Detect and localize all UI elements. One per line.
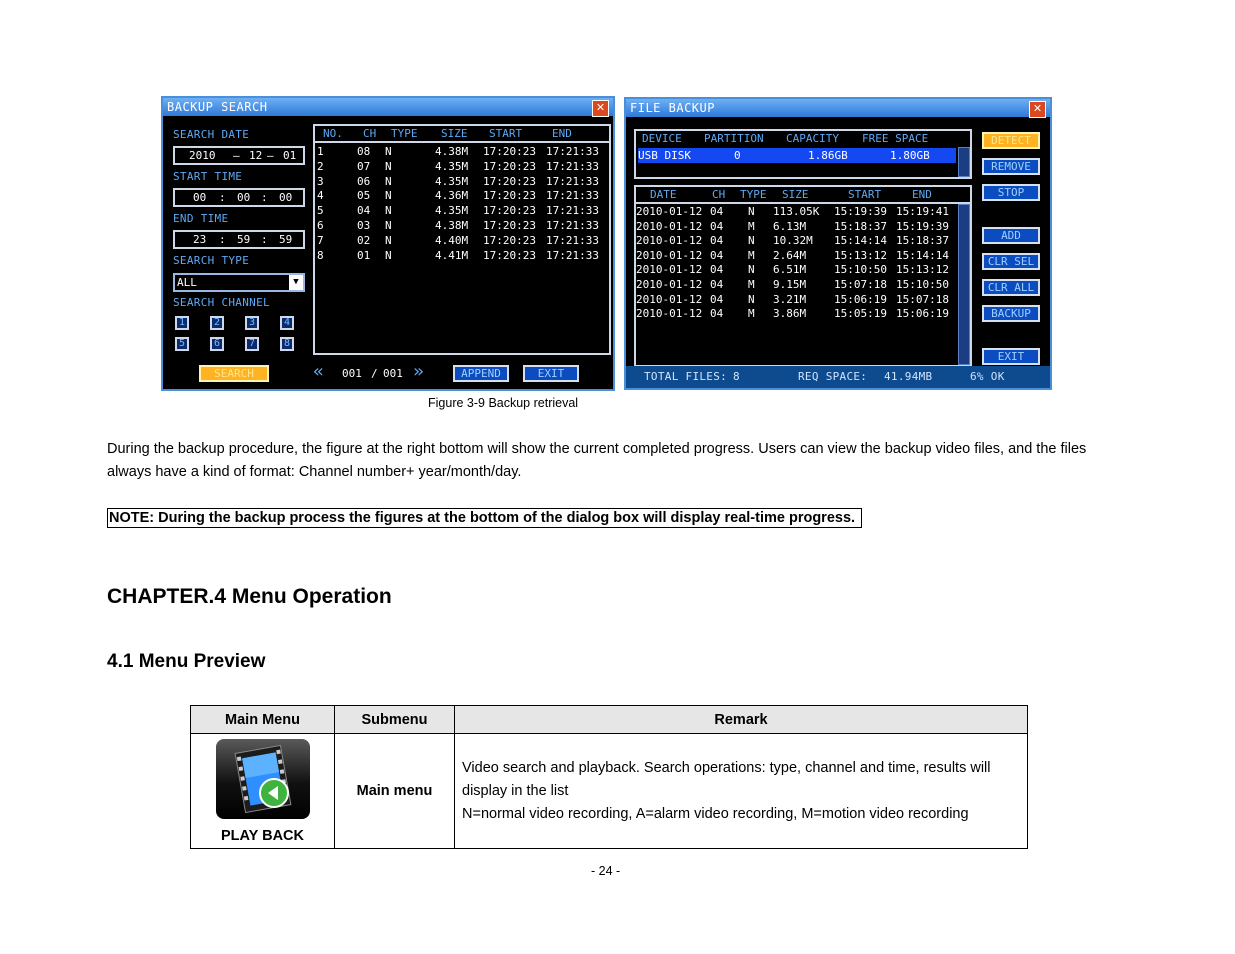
channel-checkbox[interactable]: 2 (210, 316, 224, 330)
table-cell: 04 (357, 204, 371, 218)
column-header: TYPE (740, 188, 767, 201)
remark-line: display in the list (462, 782, 569, 799)
table-cell: 17:20:23 (483, 248, 536, 262)
list-item[interactable] (636, 205, 970, 220)
table-cell: 7 (317, 233, 324, 247)
table-cell: 15:18:37 (834, 219, 887, 233)
remark-line: Video search and playback. Search operations: type, channel and time, results will (462, 759, 991, 776)
table-cell: M (748, 278, 755, 291)
table-cell: 15:07:18 (896, 292, 949, 306)
table-cell: 3.86M (773, 307, 807, 321)
close-icon[interactable]: ✕ (1029, 101, 1046, 118)
table-cell: 3.21M (773, 292, 807, 306)
table-cell: 6.51M (773, 263, 807, 277)
channel-checkbox[interactable]: 5 (175, 337, 189, 351)
start-hour: 00 (193, 191, 207, 204)
table-cell: 04 (710, 263, 724, 277)
table-row[interactable] (315, 145, 609, 160)
remark-cell (455, 734, 1028, 849)
device-table (634, 129, 972, 179)
table-cell: 04 (710, 205, 724, 218)
table-cell: N (748, 263, 755, 277)
table-row[interactable] (315, 234, 609, 249)
device-partition: 0 (734, 149, 741, 162)
start-time-label: START TIME (173, 170, 243, 183)
table-cell: 6.13M (773, 219, 807, 233)
time-sep: : (261, 191, 268, 204)
table-cell: 17:20:23 (483, 219, 536, 232)
table-cell: 15:14:14 (896, 248, 949, 262)
table-cell: 17:21:33 (546, 219, 599, 232)
table-cell: 4.38M (435, 219, 469, 232)
status-bar (626, 366, 1050, 388)
scrollbar[interactable] (958, 204, 970, 365)
table-cell: 4 (317, 189, 324, 203)
list-item[interactable] (636, 263, 970, 278)
table-cell: 04 (710, 219, 724, 233)
chapter-heading: CHAPTER.4 Menu Operation (107, 585, 392, 608)
backup-search-dialog (161, 96, 615, 391)
search-type-select[interactable] (173, 273, 305, 292)
table-cell: 15:07:18 (834, 278, 887, 291)
note-text: NOTE: During the backup process the figures at the bottom of the dialog box will display real-time progress. (109, 510, 856, 526)
append-button[interactable]: APPEND (453, 365, 509, 382)
divider (636, 202, 970, 204)
table-cell: 17:20:23 (483, 174, 536, 188)
channel-checkbox[interactable]: 4 (280, 316, 294, 330)
table-cell: 07 (357, 159, 371, 173)
table-cell: 15:14:14 (834, 234, 887, 248)
channel-checkbox[interactable]: 8 (280, 337, 294, 351)
remove-button[interactable]: REMOVE (982, 158, 1040, 175)
column-header: FREE SPACE (862, 132, 929, 145)
date-sep-2: – (267, 149, 274, 162)
remark-line: N=normal video recording, A=alarm video recording, M=motion video recording (462, 805, 969, 822)
column-header: CAPACITY (786, 132, 839, 145)
table-row[interactable] (315, 175, 609, 190)
table-cell: 17:21:33 (546, 174, 599, 188)
table-cell: 4.35M (435, 204, 469, 218)
table-cell: N (748, 234, 755, 248)
time-sep: : (219, 233, 226, 246)
column-header: CH (712, 188, 726, 201)
table-cell: 04 (710, 248, 724, 262)
scrollbar[interactable] (958, 147, 970, 177)
search-type-value: ALL (177, 276, 197, 289)
table-cell: 15:19:39 (834, 205, 887, 218)
table-cell: 02 (357, 233, 371, 247)
page-current: 001 (342, 367, 362, 380)
column-header: DATE (650, 188, 677, 201)
page-total: 001 (383, 367, 403, 380)
table-cell: N (385, 219, 392, 232)
device-capacity: 1.86GB (808, 149, 848, 162)
add-button[interactable]: ADD (982, 227, 1040, 244)
end-minute: 59 (237, 233, 251, 246)
table-cell: 17:20:23 (483, 145, 536, 158)
stop-button[interactable]: STOP (982, 184, 1040, 201)
figure-caption: Figure 3-9 Backup retrieval (428, 396, 579, 410)
table-cell: 2010-01-12 (636, 263, 703, 277)
column-header: PARTITION (704, 132, 764, 145)
table-cell: 15:10:50 (896, 278, 949, 291)
file-backup-dialog (624, 97, 1052, 390)
table-cell: 06 (357, 174, 371, 188)
device-name: USB DISK (638, 149, 691, 162)
film-glyph (216, 739, 310, 819)
table-cell: 113.05K (773, 205, 820, 218)
search-channel-label: SEARCH CHANNEL (173, 296, 270, 309)
chevron-down-icon[interactable]: ▼ (289, 275, 303, 290)
dialog-title: FILE BACKUP (626, 99, 1050, 117)
req-space-value: 41.94MB (884, 370, 933, 383)
date-sep-1: – (233, 149, 240, 162)
body-paragraph: During the backup procedure, the figure at the right bottom will show the current completed progress. Users can view the backup video files, and the files always have a kind of format: Channel number+ year/month/day. (107, 441, 1087, 480)
table-row[interactable] (315, 189, 609, 204)
table-cell: 15:13:12 (896, 263, 949, 277)
year-value: 2010 (189, 149, 216, 162)
table-cell: 17:20:23 (483, 204, 536, 218)
close-icon[interactable]: ✕ (592, 100, 609, 117)
file-list-table (634, 185, 972, 367)
table-cell: 2010-01-12 (636, 292, 703, 306)
end-hour: 23 (193, 233, 207, 246)
search-button[interactable]: SEARCH (199, 365, 269, 382)
list-item[interactable] (636, 234, 970, 249)
column-header: NO. (323, 127, 343, 140)
table-cell: 17:21:33 (546, 159, 599, 173)
table-cell: 03 (357, 219, 371, 232)
table-cell: 2.64M (773, 248, 807, 262)
page-separator: / (371, 367, 378, 380)
list-item[interactable] (636, 307, 970, 322)
end-second: 59 (279, 233, 293, 246)
table-cell: 4.36M (435, 189, 469, 203)
table-header-row (191, 706, 1028, 734)
table-cell: 15:19:41 (896, 205, 949, 218)
exit-button[interactable]: EXIT (982, 348, 1040, 365)
table-cell: 04 (710, 278, 724, 291)
column-header: START (848, 188, 882, 201)
table-cell: N (385, 204, 392, 218)
page-next-icon[interactable]: » (413, 361, 424, 382)
device-row-selected[interactable] (638, 148, 956, 163)
time-sep: : (261, 233, 268, 246)
table-cell: 17:20:23 (483, 233, 536, 247)
table-cell: 15:06:19 (896, 307, 949, 321)
table-cell: 15:13:12 (834, 248, 887, 262)
table-cell: N (385, 159, 392, 173)
channel-checkbox[interactable]: 7 (245, 337, 259, 351)
table-cell: 17:21:33 (546, 145, 599, 158)
table-cell: 6 (317, 219, 324, 232)
list-item[interactable] (636, 220, 970, 235)
start-minute: 00 (237, 191, 251, 204)
table-cell: 15:05:19 (834, 307, 887, 321)
month-value: 12 (249, 149, 263, 162)
search-results-table (313, 124, 611, 355)
detect-button[interactable]: DETECT (982, 132, 1040, 149)
start-time-field[interactable] (173, 188, 305, 207)
table-cell: 15:18:37 (896, 234, 949, 248)
channel-checkbox[interactable]: 3 (245, 316, 259, 330)
table-cell: 2010-01-12 (636, 205, 703, 218)
table-cell: 4.35M (435, 159, 469, 173)
playback-film-icon[interactable] (216, 739, 310, 819)
table-cell: 15:06:19 (834, 292, 887, 306)
table-cell: 01 (357, 248, 371, 262)
time-sep: : (219, 191, 226, 204)
column-header: START (489, 127, 523, 140)
table-cell: 17:21:33 (546, 248, 599, 262)
column-header: END (552, 127, 572, 140)
menu-preview-table (190, 705, 1028, 849)
table-cell: 4.35M (435, 174, 469, 188)
column-header: CH (363, 127, 377, 140)
req-space-label: REQ SPACE: (798, 370, 868, 383)
table-row (191, 734, 1028, 849)
table-cell: N (748, 292, 755, 306)
page-prev-icon[interactable]: « (313, 361, 324, 382)
table-cell: 04 (710, 234, 724, 248)
table-cell: 2010-01-12 (636, 307, 703, 321)
start-second: 00 (279, 191, 293, 204)
table-cell: 4.41M (435, 248, 469, 262)
search-date-label: SEARCH DATE (173, 128, 250, 141)
note-box (107, 508, 862, 528)
table-cell: M (748, 248, 755, 262)
table-cell: N (385, 233, 392, 247)
table-cell: 08 (357, 145, 371, 158)
table-cell: 2010-01-12 (636, 248, 703, 262)
table-cell: 4.38M (435, 145, 469, 158)
clear-all-button[interactable]: CLR ALL (982, 279, 1040, 296)
table-cell: 15:19:39 (896, 219, 949, 233)
table-cell: M (748, 219, 755, 233)
total-files-value: 8 (733, 370, 740, 383)
main-menu-cell (191, 734, 335, 849)
backup-button[interactable]: BACKUP (982, 305, 1040, 322)
search-date-field[interactable] (173, 146, 305, 165)
header-remark: Remark (455, 706, 1028, 734)
channel-checkbox[interactable]: 1 (175, 316, 189, 330)
day-value: 01 (283, 149, 297, 162)
table-cell: N (748, 205, 755, 218)
total-files-label: TOTAL FILES: (644, 370, 728, 383)
table-cell: 2010-01-12 (636, 234, 703, 248)
clear-selection-button[interactable]: CLR SEL (982, 253, 1040, 270)
table-cell: N (385, 145, 392, 158)
main-menu-label: PLAY BACK (221, 828, 304, 844)
column-header: END (912, 188, 932, 201)
column-header: SIZE (441, 127, 468, 140)
table-row[interactable] (315, 160, 609, 175)
dialog-title: BACKUP SEARCH (163, 98, 613, 116)
column-header: DEVICE (642, 132, 682, 145)
table-cell: 2 (317, 159, 324, 173)
divider (315, 141, 609, 143)
table-cell: 9.15M (773, 278, 807, 291)
table-cell: 17:20:23 (483, 189, 536, 203)
table-cell: 05 (357, 189, 371, 203)
list-item[interactable] (636, 249, 970, 264)
list-item[interactable] (636, 278, 970, 293)
section-heading: 4.1 Menu Preview (107, 651, 266, 672)
submenu-cell: Main menu (335, 734, 455, 849)
header-submenu: Submenu (335, 706, 455, 734)
end-time-field[interactable] (173, 230, 305, 249)
column-header: SIZE (782, 188, 809, 201)
table-cell: 17:21:33 (546, 233, 599, 247)
table-cell: 5 (317, 204, 324, 218)
table-row[interactable] (315, 204, 609, 219)
table-cell: 15:10:50 (834, 263, 887, 277)
table-cell: 4.40M (435, 233, 469, 247)
page-number: - 24 - (591, 864, 621, 878)
header-main-menu: Main Menu (191, 706, 335, 734)
search-type-label: SEARCH TYPE (173, 254, 250, 267)
table-row[interactable] (315, 249, 609, 264)
column-header: TYPE (391, 127, 418, 140)
table-cell: 8 (317, 248, 324, 262)
table-cell: 10.32M (773, 234, 813, 248)
table-row[interactable] (315, 219, 609, 234)
table-cell: 17:21:33 (546, 189, 599, 203)
progress-text: 6% OK (970, 370, 1005, 383)
device-free-space: 1.80GB (890, 149, 930, 162)
table-cell: N (385, 189, 392, 203)
channel-checkbox[interactable]: 6 (210, 337, 224, 351)
table-cell: 17:20:23 (483, 159, 536, 173)
table-cell: N (385, 174, 392, 188)
end-time-label: END TIME (173, 212, 229, 225)
table-cell: 04 (710, 292, 724, 306)
table-cell: 04 (710, 307, 724, 321)
table-cell: 17:21:33 (546, 204, 599, 218)
table-cell: 2010-01-12 (636, 278, 703, 291)
table-cell: N (385, 248, 392, 262)
exit-button[interactable]: EXIT (523, 365, 579, 382)
table-cell: M (748, 307, 755, 321)
table-cell: 3 (317, 174, 324, 188)
table-cell: 1 (317, 145, 324, 158)
table-cell: 2010-01-12 (636, 219, 703, 233)
list-item[interactable] (636, 293, 970, 308)
